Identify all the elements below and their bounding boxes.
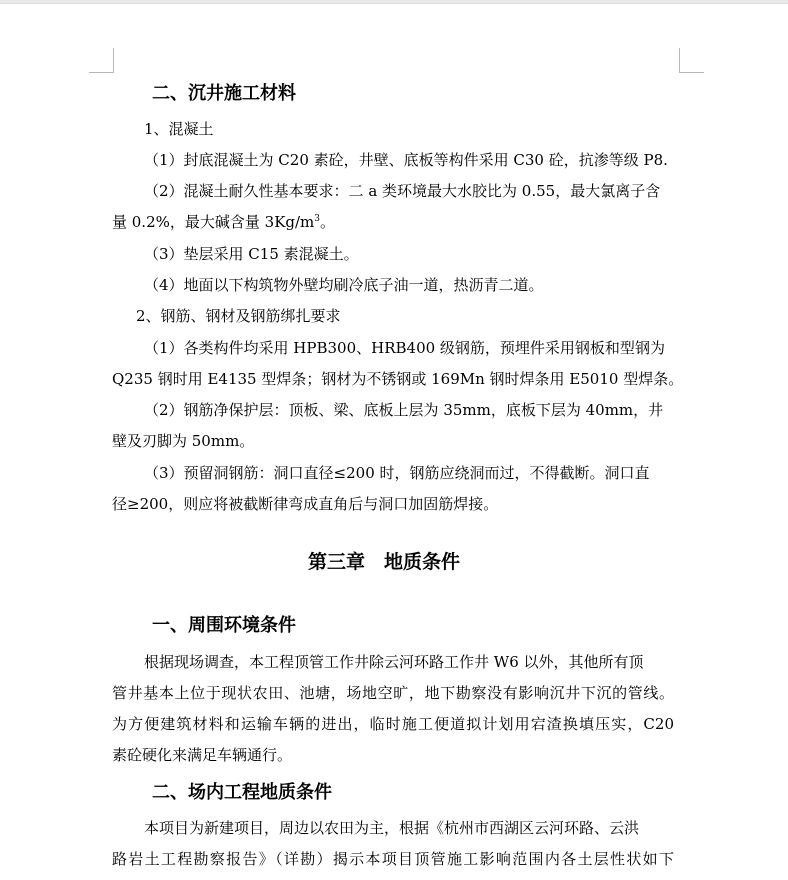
paragraph-line: 管井基本上位于现状农田、池塘，场地空旷，地下勘察没有影响沉井下沉的管线。 [112,684,674,702]
paragraph-line: 路岩土工程勘察报告》（详勘）揭示本项目顶管施工影响范围内各土层性状如下 [112,850,674,868]
paragraph-line: （2）混凝土耐久性基本要求：二 a 类环境最大水胶比为 0.55，最大氯离子含 [144,182,661,200]
section-heading-materials: 二、沉井施工材料 [152,83,296,104]
paragraph-line: （3）预留洞钢筋：洞口直径≤200 时，钢筋应绕洞而过，不得截断。洞口直 [144,464,650,482]
paragraph-line: Q235 钢时用 E4135 型焊条；钢材为不锈钢或 169Mn 钢时焊条用 E5010 型焊条。 [112,370,684,388]
paragraph-line: 径≥200，则应将被截断律弯成直角后与洞口加固筋焊接。 [112,495,499,513]
margin-corner-mark-top-right [679,48,704,73]
subheading-concrete: 1、混凝土 [144,120,214,138]
paragraph-line: （3）垫层采用 C15 素混凝土。 [144,245,359,263]
paragraph-line: （1）封底混凝土为 C20 素砼，井壁、底板等构件采用 C30 砼，抗渗等级 P8. [144,151,668,169]
chapter-title: 第三章 地质条件 [308,551,461,573]
window-top-edge [0,0,788,4]
paragraph-line: 素砼硬化来满足车辆通行。 [112,746,293,764]
paragraph-line: 本项目为新建项目，周边以农田为主，根据《杭州市西湖区云河环路、云洪 [144,819,640,837]
paragraph-line: （2）钢筋净保护层：顶板、梁、底板上层为 35mm，底板下层为 40mm，井 [144,401,664,419]
subheading-rebar: 2、钢筋、钢材及钢筋绑扎要求 [136,307,341,325]
paragraph-line: （4）地面以下构筑物外壁均刷冷底子油一道，热沥青二道。 [144,276,544,294]
paragraph-line: （1）各类构件均采用 HPB300、HRB400 级钢筋，预埋件采用钢板和型钢为 [144,339,665,357]
paragraph-line: 壁及刃脚为 50mm。 [112,432,255,450]
margin-corner-mark-top-left [89,48,114,73]
paragraph-line: 为方便建筑材料和运输车辆的进出，临时施工便道拟计划用宕渣换填压实，C20 [112,715,674,733]
paragraph-line: 量 0.2%，最大碱含量 $3Kg/m^3$。 [112,213,336,231]
section-heading-geology: 二、场内工程地质条件 [152,782,332,803]
paragraph-line: 根据现场调查，本工程顶管工作井除云河环路工作井 W6 以外，其他所有顶 [144,653,644,671]
section-heading-environment: 一、周围环境条件 [152,615,296,636]
